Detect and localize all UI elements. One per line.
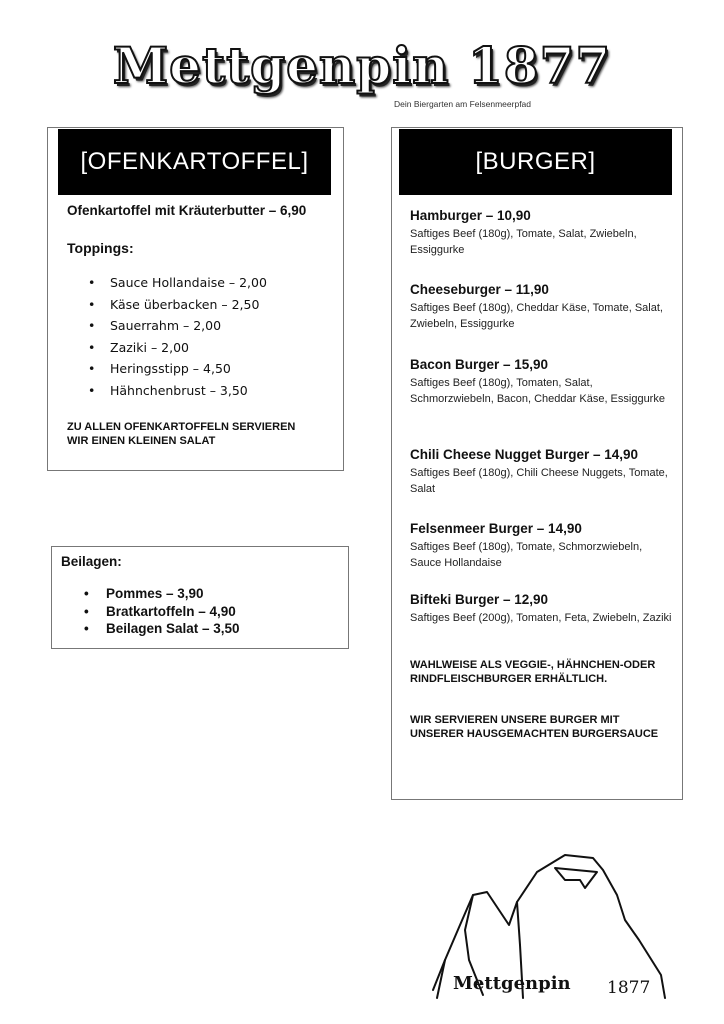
list-item: [88, 272, 267, 294]
burger-item: [410, 207, 675, 258]
bullet-icon: •: [84, 621, 89, 636]
burger-name: Bacon Burger – 15,90: [410, 357, 549, 372]
burger-description: Saftiges Beef (180g), Tomate, Schmorzwiebeln, Sauce Hollandaise: [410, 541, 643, 569]
list-item: [84, 585, 240, 603]
burger-name: Felsenmeer Burger – 14,90: [410, 521, 582, 536]
burger-description: Saftiges Beef (200g), Tomaten, Feta, Zwiebeln, Zaziki: [410, 612, 672, 624]
ofenkartoffel-main-item: Ofenkartoffel mit Kräuterbutter – 6,90: [67, 203, 307, 218]
list-item-label: Bratkartoffeln – 4,90: [106, 603, 236, 619]
beilagen-label: Beilagen:: [61, 554, 122, 569]
list-item: [84, 603, 240, 621]
ofenkartoffel-heading: [OFENKARTOFFEL]: [58, 129, 331, 195]
burger-item: [410, 281, 675, 332]
toppings-list: [88, 272, 267, 401]
list-item-label: Zaziki – 2,00: [110, 339, 189, 355]
burger-description: Saftiges Beef (180g), Tomaten, Salat, Schmorzwiebeln, Bacon, Cheddar Käse, Essiggurke: [410, 377, 665, 405]
logo-name: Mettgenpin: [453, 973, 571, 994]
burger-name: Chili Cheese Nugget Burger – 14,90: [410, 447, 639, 462]
list-item: [88, 337, 267, 359]
list-item: [88, 315, 267, 337]
burger-item: [410, 446, 675, 497]
bullet-icon: •: [84, 586, 89, 601]
logo-year: 1877: [607, 978, 651, 998]
note-line: WIR EINEN KLEINEN SALAT: [67, 435, 216, 447]
bullet-icon: •: [88, 361, 96, 376]
list-item: [88, 294, 267, 316]
ofenkartoffel-note: [67, 420, 337, 448]
bullet-icon: •: [88, 382, 96, 398]
list-item: [88, 358, 267, 380]
bullet-icon: •: [88, 275, 96, 290]
bullet-icon: •: [88, 296, 96, 312]
burger-description: Saftiges Beef (180g), Chili Cheese Nuggets, Tomate, Salat: [410, 467, 668, 495]
burger-item: [410, 520, 675, 571]
burger-name: Hamburger – 10,90: [410, 208, 531, 223]
burger-item: [410, 591, 675, 626]
list-item-label: Pommes – 3,90: [106, 586, 204, 601]
list-item-label: Beilagen Salat – 3,50: [106, 621, 240, 636]
list-item-label: Heringsstipp – 4,50: [110, 361, 231, 376]
toppings-label: Toppings:: [67, 240, 134, 256]
bullet-icon: •: [84, 603, 89, 619]
list-item: [88, 380, 267, 402]
list-item-label: Sauce Hollandaise – 2,00: [110, 275, 267, 290]
bullet-icon: •: [88, 318, 96, 333]
list-item: [84, 620, 240, 638]
list-item-label: Käse überbacken – 2,50: [110, 296, 260, 312]
beilagen-list: [84, 585, 240, 638]
burger-name: Bifteki Burger – 12,90: [410, 592, 549, 607]
note-line: ZU ALLEN OFENKARTOFFELN SERVIEREN: [67, 421, 296, 433]
list-item-label: Sauerrahm – 2,00: [110, 318, 222, 333]
burger-note-sauce: WIR SERVIEREN UNSERE BURGER MIT UNSERER HAUSGEMACHTEN BURGERSAUCE: [410, 714, 659, 740]
list-item-label: Hähnchenbrust – 3,50: [110, 382, 248, 398]
burger-name: Cheeseburger – 11,90: [410, 282, 549, 297]
burger-item: [410, 356, 675, 407]
burger-description: Saftiges Beef (180g), Cheddar Käse, Tomate, Salat, Zwiebeln, Essiggurke: [410, 302, 663, 330]
burger-note-options: WAHLWEISE ALS VEGGIE-, HÄHNCHEN-ODER RINDFLEISCHBURGER ERHÄLTLICH.: [410, 659, 656, 685]
page-title: Mettgenpin 1877: [112, 36, 612, 95]
bullet-icon: •: [88, 339, 96, 355]
burger-description: Saftiges Beef (180g), Tomate, Salat, Zwiebeln, Essiggurke: [410, 228, 637, 256]
page-subtitle: Dein Biergarten am Felsenmeerpfad: [394, 99, 532, 109]
burger-heading: [BURGER]: [399, 129, 672, 195]
